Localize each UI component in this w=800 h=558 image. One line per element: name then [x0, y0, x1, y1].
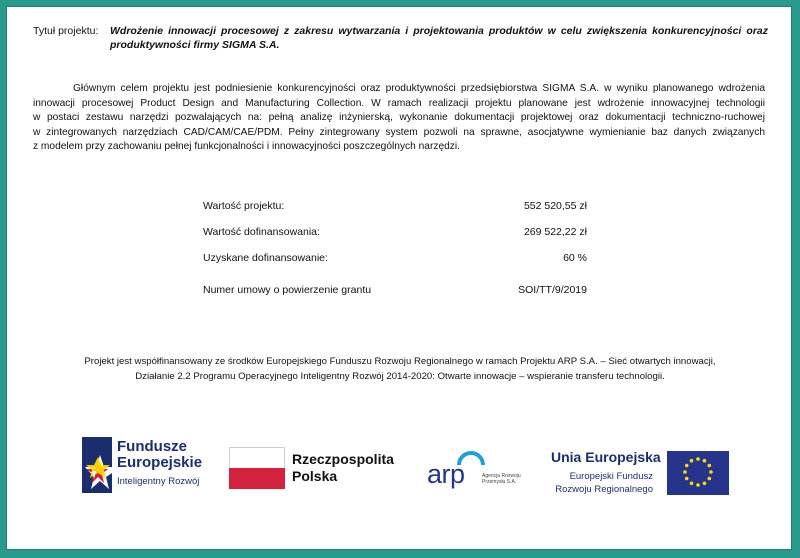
stat-label: Wartość projektu: [203, 200, 285, 212]
arp-logo [425, 447, 535, 497]
cofinancing-note [47, 355, 753, 384]
stat-value: 552 520,55 zł [523, 200, 587, 212]
project-title-text [110, 24, 768, 52]
fe-title-line-1: Fundusze [117, 438, 187, 455]
description-line: innowacji procesowej Product Design and Manufacturing Collection. W ramach realizacji projektu planowane jest wdrożenie innowacyjnej technologii [33, 97, 765, 109]
arp-subtitle-line-2: Przemysłu S.A. [482, 479, 517, 485]
stat-label: Numer umowy o powierzenie grantu [203, 284, 372, 296]
project-title-line-1: Wdrożenie innowacji procesowej z zakresu wytwarzania i projektowania produktów w celu zwiększenia konkurencyjności oraz [110, 25, 768, 37]
description-line: w zintegrowanych narzędziach CAD/CAM/CAE/PDM. Pełny zintegrowany system pozwoli na sprawne, asocjatywne wymienianie baz danych związanych [33, 126, 765, 138]
fundusze-europejskie-logo [82, 437, 212, 493]
rp-title-line-2: Polska [292, 468, 338, 484]
description-line: z modelem przy zachowaniu pełnej funkcjonalności i innowacyjności poszczególnych narzędzi. [33, 141, 460, 152]
polish-flag-icon [229, 447, 285, 489]
stat-label: Wartość dofinansowania: [203, 226, 320, 238]
eu-flag-icon [667, 451, 729, 495]
fe-star-icon [82, 437, 114, 493]
cofinancing-note-line: Działanie 2.2 Programu Operacyjnego Inteligentny Rozwój 2014-2020: Otwarte innowacje – wspieranie transferu technologii. [135, 370, 665, 382]
stat-row-funding-percent [203, 252, 587, 266]
rp-title-line-1: Rzeczpospolita [292, 451, 394, 467]
description-line: Głównym celem projektu jest podniesienie konkurencyjności oraz produktywności przedsiębiorstwa SIGMA S.A. w wyniku planowanego wdrożenia [73, 83, 765, 94]
unia-europejska-logo [547, 445, 732, 501]
project-title-line-2: produktywności firmy SIGMA S.A. [110, 39, 280, 51]
project-title-label: Tytuł projektu: [33, 25, 99, 37]
stat-value: SOI/TT/9/2019 [518, 284, 587, 296]
description-line: w postaci zestawu narzędzi pozwalających na: pełną analizę inżynierską, wykonanie dokumentacji projektowej oraz dokumentacji techniczno-ruchowej [33, 112, 765, 123]
ue-fund-line-1: Europejski Fundusz [569, 471, 653, 482]
stat-value: 60 % [563, 252, 587, 264]
rzeczpospolita-polska-logo [229, 447, 399, 497]
arp-subtitle-line-1: Agencja Rozwoju [482, 473, 521, 479]
ue-title: Unia Europejska [551, 449, 661, 465]
ue-fund-line-2: Rozwoju Regionalnego [555, 484, 653, 495]
stat-label: Uzyskane dofinansowanie: [203, 252, 328, 264]
fe-program-name: Inteligentny Rozwój [117, 476, 200, 487]
arp-name: arp [427, 459, 465, 489]
stat-row-funding-value [203, 226, 587, 240]
project-description [33, 82, 765, 155]
cofinancing-note-line: Projekt jest współfinansowany ze środków Europejskiego Funduszu Rozwoju Regionalnego w ramach Projektu ARP S.A. – Sieć otwartych innowacji, [84, 356, 716, 367]
document-page [6, 6, 792, 550]
fe-title-line-2: Europejskie [117, 454, 203, 471]
stat-row-grant-number [203, 284, 587, 298]
stat-row-project-value [203, 200, 587, 214]
stat-value: 269 522,22 zł [523, 226, 587, 238]
